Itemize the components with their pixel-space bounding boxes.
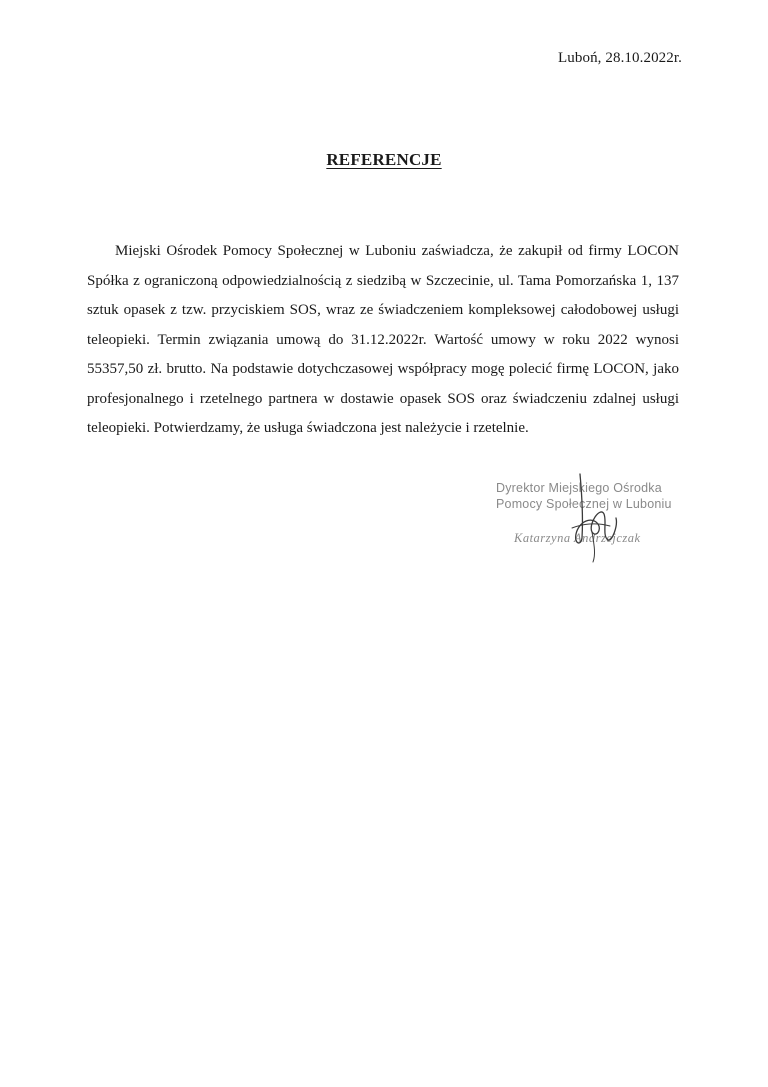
document-title: REFERENCJE <box>326 150 442 169</box>
letter-date: Luboń, 28.10.2022r. <box>558 50 682 66</box>
stamp-line-title: Dyrektor Miejskiego Ośrodka <box>496 481 662 495</box>
reference-body-text: Miejski Ośrodek Pomocy Społecznej w Luboniu zaświadcza, że zakupił od firmy LOCON Spółka z ograniczoną odpowiedzialnością z siedzibą w Szczecinie, ul. Tama Pomorzańska 1, 137 sztuk opasek z tzw. przyciskiem SOS, wraz ze świadczeniem kompleksowej całodobowej usługi teleopieki. Termin związania umową do 31.12.2022r. Wartość umowy w roku 2022 wynosi 55357,50 zł. brutto. Na podstawie dotychczasowej współpracy mogę polecić firmę LOCON, jako profesjonalnego i rzetelnego partnera w dostawie opasek SOS oraz świadczeniu zdalnej usługi teleopieki. Potwierdzamy, że usługa świadczona jest należycie i rzetelnie. <box>87 243 679 436</box>
handwritten-signature-icon <box>552 466 632 566</box>
stamp-line-institution: Pomocy Społecznej w Luboniu <box>496 497 672 511</box>
stamp-director-name: Katarzyna Andrzejczak <box>514 531 641 545</box>
